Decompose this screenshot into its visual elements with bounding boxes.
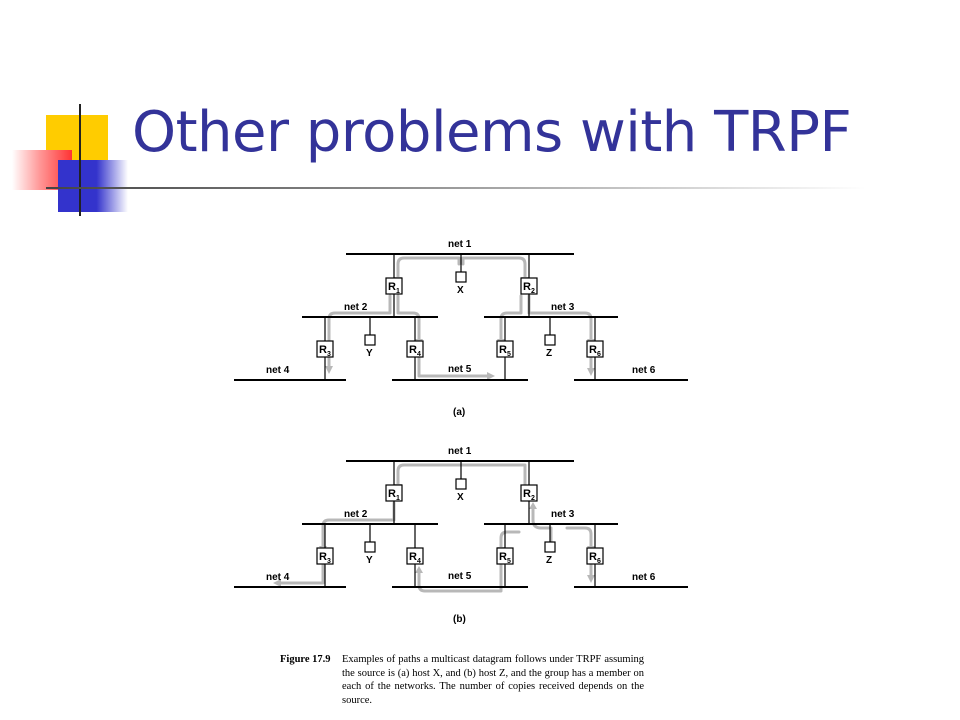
router-r3-label: $R_3$ <box>319 344 331 358</box>
host-z-label: Z <box>546 555 553 566</box>
net-2-label: net 2 <box>344 509 368 520</box>
net-6-label: net 6 <box>632 365 656 376</box>
figure-caption <box>280 653 644 707</box>
net-3-label: net 3 <box>551 509 575 520</box>
net-4-label: net 4 <box>266 365 290 376</box>
diagram-b <box>234 446 688 625</box>
net-2-label: net 2 <box>344 302 368 313</box>
panel-a-label: (a) <box>453 407 466 418</box>
diagram-a <box>234 239 688 418</box>
net-1-label: net 1 <box>448 446 472 457</box>
router-r2-label: $R_2$ <box>523 281 535 295</box>
net-6-label: net 6 <box>632 572 656 583</box>
router-r1-label: $R_1$ <box>388 281 400 295</box>
router-r5-label: $R_5$ <box>499 344 511 358</box>
router-r4-label: $R_4$ <box>409 344 421 358</box>
figure-caption-text: Examples of paths a multicast datagram follows under TRPF assuming the source is (a) host X, and (b) host Z, and the group has a member on each of the networks. The number of copies received depends on the source. <box>342 654 644 706</box>
host-y-label: Y <box>366 348 373 359</box>
router-r6-label: $R_6$ <box>589 344 601 358</box>
net-5-label: net 5 <box>448 571 472 582</box>
router-r6-label: $R_6$ <box>589 551 601 565</box>
slide-title: Other problems with TRPF <box>132 100 852 165</box>
panel-b-label: (b) <box>453 614 466 625</box>
net-5-label: net 5 <box>448 364 472 375</box>
net-1-label: net 1 <box>448 239 472 250</box>
net-4-label: net 4 <box>266 572 290 583</box>
router-r4-label: $R_4$ <box>409 551 421 565</box>
host-x-label: X <box>457 492 464 503</box>
router-r2-label: $R_2$ <box>523 488 535 502</box>
forwarding-paths-b <box>273 465 595 591</box>
figure-caption-label: Figure 17.9 <box>280 654 331 665</box>
router-r1-label: $R_1$ <box>388 488 400 502</box>
router-r3-label: $R_3$ <box>319 551 331 565</box>
host-y-label: Y <box>366 555 373 566</box>
host-z-label: Z <box>546 348 553 359</box>
net-3-label: net 3 <box>551 302 575 313</box>
router-r5-label: $R_5$ <box>499 551 511 565</box>
host-x-label: X <box>457 285 464 296</box>
